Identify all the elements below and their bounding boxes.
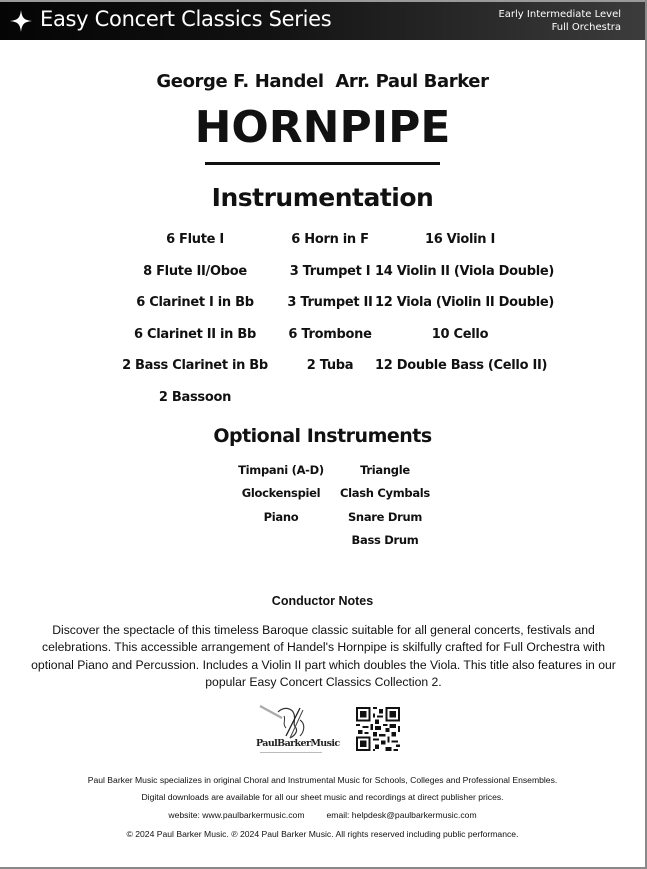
instrument-item: 2 Tuba bbox=[306, 358, 354, 373]
footer-website: website: www.paulbarkermusic.com bbox=[168, 810, 305, 820]
optional-instrument-item: Piano bbox=[263, 509, 299, 524]
title-divider bbox=[205, 162, 440, 165]
logo-wordmark: PaulBarkerMusic bbox=[256, 738, 340, 749]
optional-instrument-item: Clash Cymbals bbox=[340, 486, 430, 501]
optional-column-1 bbox=[226, 461, 336, 531]
instrument-item: 8 Flute II/Oboe bbox=[143, 263, 247, 279]
optional-instrument-item: Glockenspiel bbox=[241, 486, 321, 501]
footer-contact bbox=[0, 810, 645, 820]
composer-arranger: George F. Handel Arr. Paul Barker bbox=[156, 71, 489, 92]
footer-email: email: helpdesk@paulbarkermusic.com bbox=[326, 810, 477, 820]
instrumentation-column-woodwinds bbox=[110, 230, 280, 419]
optional-instruments-heading: Optional Instruments bbox=[213, 425, 432, 447]
footer-about: Paul Barker Music specializes in original Choral and Instrumental Music for Schools, Colleges and Professional Ensembles. bbox=[87, 775, 558, 785]
instrument-item: 14 Violin II (Viola Double) bbox=[375, 263, 555, 279]
optional-instrument-item: Snare Drum bbox=[347, 509, 423, 524]
instrument-item: 2 Bassoon bbox=[158, 389, 232, 405]
star-icon bbox=[9, 9, 33, 33]
difficulty-level: Early Intermediate Level bbox=[498, 9, 621, 20]
instrument-item: 16 Violin I bbox=[424, 232, 496, 247]
instrument-item: 6 Trombone bbox=[288, 326, 372, 342]
instrument-item: 2 Bass Clarinet in Bb bbox=[122, 358, 268, 373]
logo-tagline-line bbox=[260, 752, 322, 753]
qr-code bbox=[356, 707, 400, 751]
violin-icon bbox=[256, 702, 326, 740]
instrument-item: 12 Viola (Violin II Double) bbox=[375, 295, 555, 310]
optional-instrument-item: Triangle bbox=[360, 463, 410, 477]
instrumentation-column-brass bbox=[270, 230, 390, 388]
piece-title: HORNPIPE bbox=[194, 102, 451, 153]
optional-instrument-item: Bass Drum bbox=[351, 532, 419, 547]
instrumentation-column-strings bbox=[375, 230, 555, 388]
optional-column-2 bbox=[330, 461, 440, 554]
conductor-notes-heading: Conductor Notes bbox=[271, 594, 374, 608]
conductor-notes-body: Discover the spectacle of this timeless Baroque classic suitable for all general concerts, festivals and celebrations. This accessible arrangement of Handel's Hornpipe is skilfully crafted for Full Orchestra with optional Piano and Percussion. Includes a Violin II part which doubles the Viola. This title also features in our popular Easy Concert Classics Collection 2. bbox=[31, 623, 616, 689]
footer-copyright: © 2024 Paul Barker Music. ℗ 2024 Paul Barker Music. All rights reserved including public performance. bbox=[126, 829, 519, 839]
instrument-item: 10 Cello bbox=[431, 326, 489, 342]
ensemble-type: Full Orchestra bbox=[551, 22, 621, 33]
instrument-item: 12 Double Bass (Cello II) bbox=[375, 358, 548, 373]
instrument-item: 3 Trumpet I bbox=[289, 263, 371, 279]
optional-instrument-item: Timpani (A-D) bbox=[238, 463, 324, 477]
level-info bbox=[498, 8, 621, 34]
instrument-item: 6 Flute I bbox=[166, 232, 224, 247]
instrument-item: 3 Trumpet II bbox=[287, 295, 373, 310]
instrument-item: 6 Horn in F bbox=[291, 232, 369, 247]
series-banner bbox=[0, 0, 645, 40]
instrument-item: 6 Clarinet I in Bb bbox=[136, 295, 254, 310]
publisher-logo bbox=[256, 702, 340, 758]
footer-downloads: Digital downloads are available for all our sheet music and recordings at direct publisher prices. bbox=[141, 792, 504, 802]
series-title: Easy Concert Classics Series bbox=[40, 7, 332, 31]
instrumentation-heading: Instrumentation bbox=[211, 183, 434, 212]
instrument-item: 6 Clarinet II in Bb bbox=[134, 326, 256, 342]
